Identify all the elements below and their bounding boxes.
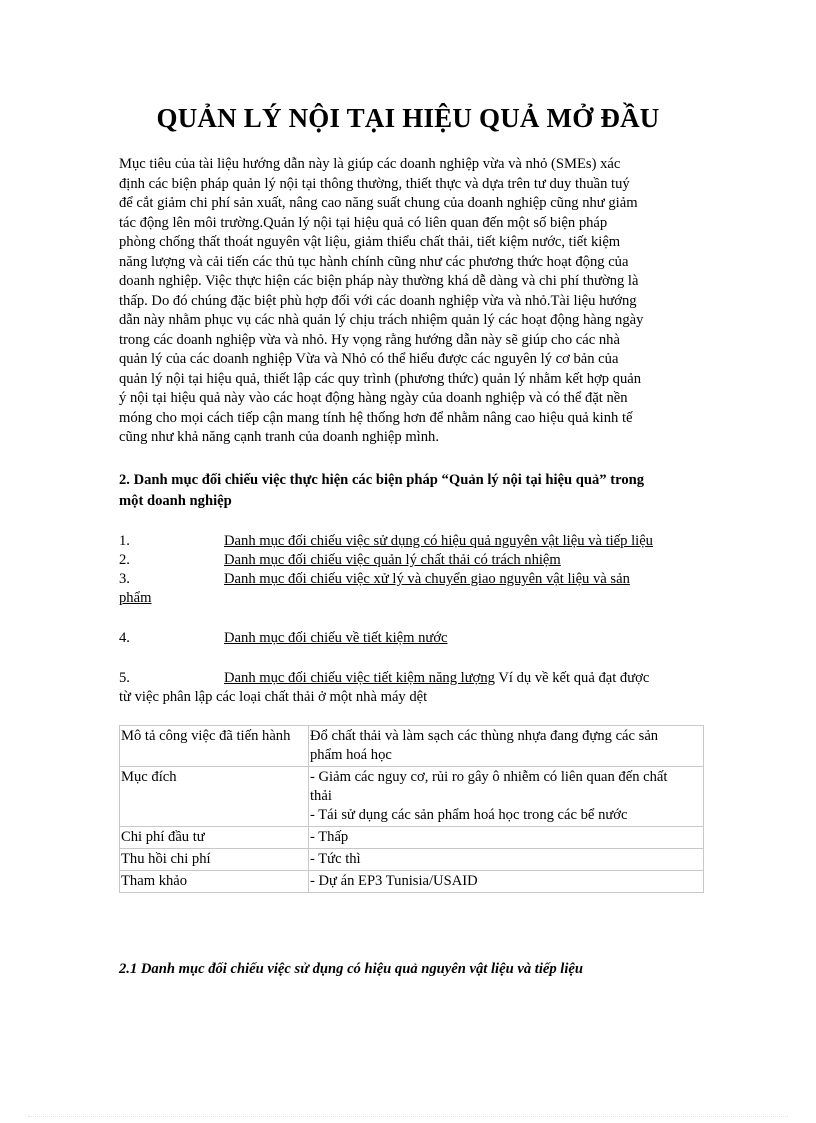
table-label-cell: Chi phí đầu tư — [120, 827, 309, 849]
example-intro-continuation: từ việc phân lập các loại chất thải ở một nhà máy dệt — [119, 689, 428, 705]
section-2-heading-line: một doanh nghiệp — [119, 493, 232, 509]
example-table — [119, 725, 704, 893]
table-row — [120, 871, 704, 893]
list-number: 4. — [119, 630, 130, 646]
cell-line: - Giảm các nguy cơ, rủi ro gây ô nhiễm có liên quan đến chất — [310, 769, 668, 785]
section-2-1-heading: 2.1 Danh mục đối chiếu việc sử dụng có hiệu quả nguyên vật liệu và tiếp liệu — [119, 961, 583, 977]
table-label-cell: Mô tả công việc đã tiến hành — [120, 726, 309, 767]
intro-line: doanh nghiệp. Việc thực hiện các biện pháp này thường khá dễ dàng và chi phí thường là — [119, 273, 639, 289]
checklist-link[interactable]: Danh mục đối chiếu về tiết kiệm nước — [224, 630, 448, 646]
table-value-cell — [309, 767, 704, 827]
intro-line: ý nội tại hiệu quả này vào các hoạt động hàng ngày của doanh nghiệp và có thể đặt nền — [119, 390, 628, 406]
example-intro-text: Ví dụ về kết quả đạt được — [494, 670, 650, 686]
list-number: 1. — [119, 533, 130, 549]
table-row — [120, 827, 704, 849]
intro-line: định các biện pháp quản lý nội tại thông thường, thiết thực và dựa trên tư duy thuần tuý — [119, 175, 630, 192]
table-value-cell — [309, 849, 704, 871]
list-number: 3. — [119, 571, 130, 587]
cell-line: - Thấp — [310, 829, 349, 845]
table-value-cell — [309, 871, 704, 893]
table-label-cell: Tham khảo — [120, 871, 309, 893]
intro-line: móng cho mọi cách tiếp cận mang tính hệ thống hơn để nhằm nâng cao hiệu quả kinh tế — [119, 409, 633, 426]
intro-line: phòng chống thất thoát nguyên vật liệu, giảm thiểu chất thải, tiết kiệm nước, tiết kiệm — [119, 234, 621, 250]
table-label-cell: Thu hồi chi phí — [120, 849, 309, 871]
page-bottom-divider — [28, 1116, 788, 1117]
cell-line: thải — [310, 788, 332, 804]
intro-paragraph — [119, 155, 697, 448]
intro-line: để cắt giảm chi phí sản xuất, nâng cao năng suất chung của doanh nghiệp cũng như giảm — [119, 195, 638, 211]
intro-line: dẫn này nhằm phục vụ các nhà quản lý chịu trách nhiệm quản lý các hoạt động hàng ngày — [119, 312, 644, 328]
section-2-heading — [119, 470, 704, 512]
checklist-link[interactable]: Danh mục đối chiếu việc xử lý và chuyển giao nguyên vật liệu và sản — [224, 571, 630, 587]
checklist-link[interactable]: Danh mục đối chiếu việc tiết kiệm năng lượng — [224, 670, 495, 686]
intro-line: năng lượng và cải tiến các thủ tục hành chính cũng như các phương thức hoạt động của — [119, 253, 629, 270]
intro-line: quản lý nội tại hiệu quả, thiết lập các quy trình (phương thức) quản lý nhằm kết hợp quản — [119, 370, 642, 387]
checklist-link[interactable]: Danh mục đối chiếu việc quản lý chất thải có trách nhiệm — [224, 552, 561, 568]
cell-line: - Tức thì — [310, 851, 361, 867]
checklist-link-continuation[interactable]: phẩm — [119, 590, 152, 606]
table-row — [120, 849, 704, 871]
intro-line: quản lý của các doanh nghiệp Vừa và Nhỏ có thể hiểu được các nguyên lý cơ bản của — [119, 351, 619, 367]
table-row — [120, 767, 704, 827]
intro-line: cũng như khả năng cạnh tranh của doanh nghiệp mình. — [119, 429, 439, 445]
cell-line: - Tái sử dụng các sản phẩm hoá học trong các bể nước — [310, 807, 628, 823]
table-value-cell — [309, 726, 704, 767]
checklist-link[interactable]: Danh mục đối chiếu việc sử dụng có hiệu quả nguyên vật liệu và tiếp liệu — [224, 533, 653, 549]
table-value-cell — [309, 827, 704, 849]
cell-line: Đổ chất thải và làm sạch các thùng nhựa đang đựng các sản — [310, 728, 659, 744]
intro-line: tác động lên môi trường.Quản lý nội tại hiệu quả có liên quan đến một số biện pháp — [119, 214, 608, 231]
intro-line: thấp. Do đó chúng đặc biệt phù hợp đối với các doanh nghiệp vừa và nhỏ.Tài liệu hướng — [119, 292, 637, 309]
table-label-cell: Mục đích — [120, 767, 309, 827]
document-title: QUẢN LÝ NỘI TẠI HIỆU QUẢ MỞ ĐẦU — [156, 103, 660, 133]
section-2-heading-line: 2. Danh mục đối chiếu việc thực hiện các biện pháp “Quản lý nội tại hiệu quả” trong — [119, 472, 645, 488]
cell-line: phẩm hoá học — [310, 747, 392, 763]
table-row — [120, 726, 704, 767]
list-number: 2. — [119, 552, 130, 568]
intro-line: trong các doanh nghiệp vừa và nhỏ. Hy vọng rằng hướng dẫn này sẽ giúp cho các nhà — [119, 331, 620, 348]
list-number: 5. — [119, 670, 130, 686]
cell-line: - Dự án EP3 Tunisia/USAID — [310, 873, 478, 889]
intro-line: Mục tiêu của tài liệu hướng dẫn này là giúp các doanh nghiệp vừa và nhỏ (SMEs) xác — [119, 156, 621, 172]
